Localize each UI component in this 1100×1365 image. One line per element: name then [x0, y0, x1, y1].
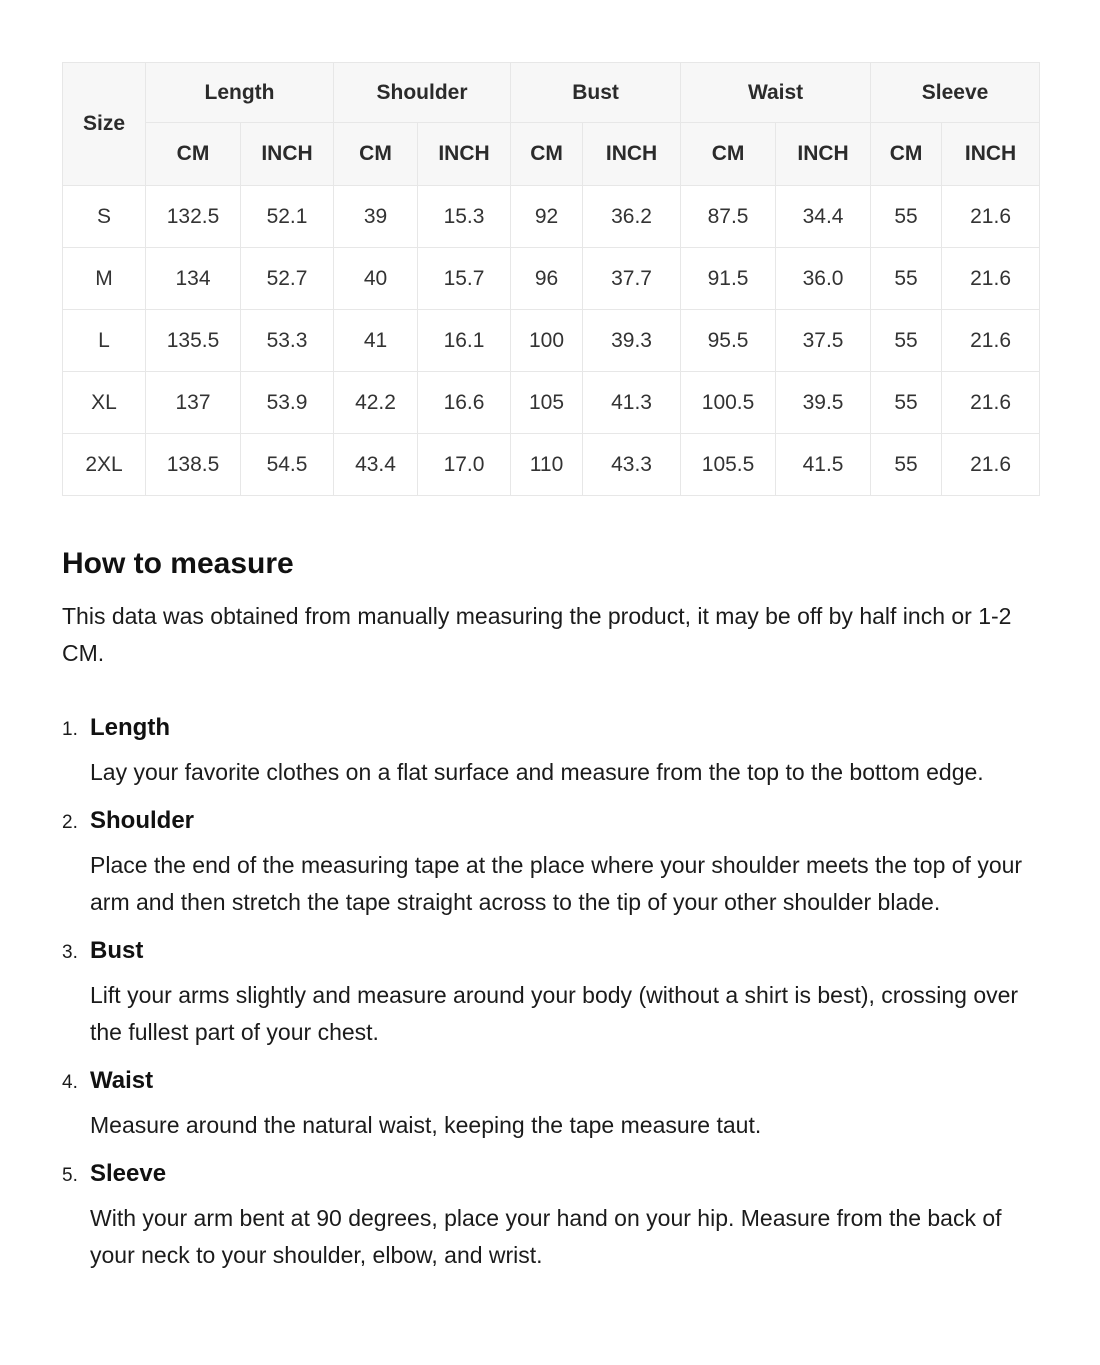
table-cell: 53.9 [241, 372, 334, 434]
table-group-header-row [63, 63, 1040, 123]
measure-instruction-list [62, 714, 1040, 1274]
list-item-term-line [62, 937, 1040, 965]
unit-header: INCH [418, 123, 511, 186]
unit-header: CM [871, 123, 942, 186]
table-cell: 96 [511, 248, 583, 310]
table-cell: 105.5 [681, 434, 776, 496]
list-item [62, 937, 1040, 1051]
how-to-measure-heading: How to measure [62, 547, 294, 580]
list-item-term-line [62, 1067, 1040, 1095]
size-label: 2XL [63, 434, 146, 496]
table-cell: 42.2 [334, 372, 418, 434]
table-cell: 100 [511, 310, 583, 372]
size-table [62, 62, 1040, 496]
list-item-number: 5. [62, 1165, 78, 1186]
table-cell: 105 [511, 372, 583, 434]
table-cell: 55 [871, 248, 942, 310]
table-cell: 16.1 [418, 310, 511, 372]
list-item-description: Place the end of the measuring tape at the place where your shoulder meets the top of your arm and then stretch the tape straight across to the tip of your other shoulder blade. [90, 852, 1023, 915]
table-cell: 43.3 [583, 434, 681, 496]
table-cell: 41.3 [583, 372, 681, 434]
unit-header: INCH [776, 123, 871, 186]
how-to-measure-intro: This data was obtained from manually measuring the product, it may be off by half inch or 1-2 CM. [62, 603, 1012, 666]
table-cell: 91.5 [681, 248, 776, 310]
list-item-description: Lay your favorite clothes on a flat surface and measure from the top to the bottom edge. [90, 759, 984, 785]
table-cell: 34.4 [776, 186, 871, 248]
list-item [62, 807, 1040, 921]
table-cell: 36.0 [776, 248, 871, 310]
table-cell: 110 [511, 434, 583, 496]
table-cell: 138.5 [146, 434, 241, 496]
list-item [62, 1160, 1040, 1274]
table-cell: 15.7 [418, 248, 511, 310]
unit-header: CM [511, 123, 583, 186]
unit-header: INCH [942, 123, 1040, 186]
table-cell: 21.6 [942, 310, 1040, 372]
table-cell: 39 [334, 186, 418, 248]
table-cell: 41 [334, 310, 418, 372]
unit-header: INCH [583, 123, 681, 186]
size-label: S [63, 186, 146, 248]
list-item-number: 3. [62, 942, 78, 963]
table-cell: 55 [871, 434, 942, 496]
list-item-term-line [62, 1160, 1040, 1188]
table-cell: 55 [871, 372, 942, 434]
list-item-term-line [62, 714, 1040, 742]
list-item-description: With your arm bent at 90 degrees, place your hand on your hip. Measure from the back of your neck to your shoulder, elbow, and wrist. [90, 1205, 1002, 1268]
table-cell: 21.6 [942, 434, 1040, 496]
list-item [62, 1067, 1040, 1144]
table-cell: 37.5 [776, 310, 871, 372]
unit-header: CM [681, 123, 776, 186]
list-item-term: Shoulder [90, 807, 195, 834]
table-cell: 21.6 [942, 248, 1040, 310]
table-cell: 37.7 [583, 248, 681, 310]
list-item-number: 2. [62, 812, 78, 833]
table-row [63, 372, 1040, 434]
table-cell: 55 [871, 310, 942, 372]
table-row [63, 434, 1040, 496]
table-cell: 39.5 [776, 372, 871, 434]
size-label: L [63, 310, 146, 372]
unit-header: CM [146, 123, 241, 186]
size-label: XL [63, 372, 146, 434]
table-cell: 43.4 [334, 434, 418, 496]
list-item-term-line [62, 807, 1040, 835]
table-cell: 52.1 [241, 186, 334, 248]
list-item-description: Lift your arms slightly and measure around your body (without a shirt is best), crossing over the fullest part of your chest. [90, 982, 1019, 1045]
group-header-shoulder: Shoulder [334, 63, 511, 123]
table-cell: 21.6 [942, 372, 1040, 434]
unit-header: INCH [241, 123, 334, 186]
table-cell: 41.5 [776, 434, 871, 496]
table-cell: 52.7 [241, 248, 334, 310]
table-cell: 53.3 [241, 310, 334, 372]
table-cell: 16.6 [418, 372, 511, 434]
list-item [62, 714, 1040, 791]
unit-header: CM [334, 123, 418, 186]
table-cell: 40 [334, 248, 418, 310]
list-item-term: Sleeve [90, 1160, 167, 1187]
list-item-number: 1. [62, 719, 78, 740]
group-header-waist: Waist [681, 63, 871, 123]
table-cell: 100.5 [681, 372, 776, 434]
table-cell: 36.2 [583, 186, 681, 248]
list-item-term: Waist [90, 1067, 154, 1094]
list-item-term: Length [90, 714, 170, 741]
table-cell: 135.5 [146, 310, 241, 372]
table-cell: 95.5 [681, 310, 776, 372]
table-cell: 17.0 [418, 434, 511, 496]
table-cell: 137 [146, 372, 241, 434]
table-cell: 132.5 [146, 186, 241, 248]
group-header-length: Length [146, 63, 334, 123]
table-cell: 39.3 [583, 310, 681, 372]
table-unit-header-row [63, 123, 1040, 186]
table-cell: 87.5 [681, 186, 776, 248]
table-row [63, 248, 1040, 310]
table-row [63, 186, 1040, 248]
list-item-term: Bust [90, 937, 144, 964]
table-cell: 134 [146, 248, 241, 310]
group-header-bust: Bust [511, 63, 681, 123]
table-cell: 54.5 [241, 434, 334, 496]
table-cell: 15.3 [418, 186, 511, 248]
table-row [63, 310, 1040, 372]
table-cell: 92 [511, 186, 583, 248]
group-header-sleeve: Sleeve [871, 63, 1040, 123]
size-column-header: Size [63, 63, 146, 186]
size-label: M [63, 248, 146, 310]
table-cell: 55 [871, 186, 942, 248]
table-cell: 21.6 [942, 186, 1040, 248]
list-item-description: Measure around the natural waist, keeping the tape measure taut. [90, 1112, 762, 1138]
list-item-number: 4. [62, 1072, 78, 1093]
